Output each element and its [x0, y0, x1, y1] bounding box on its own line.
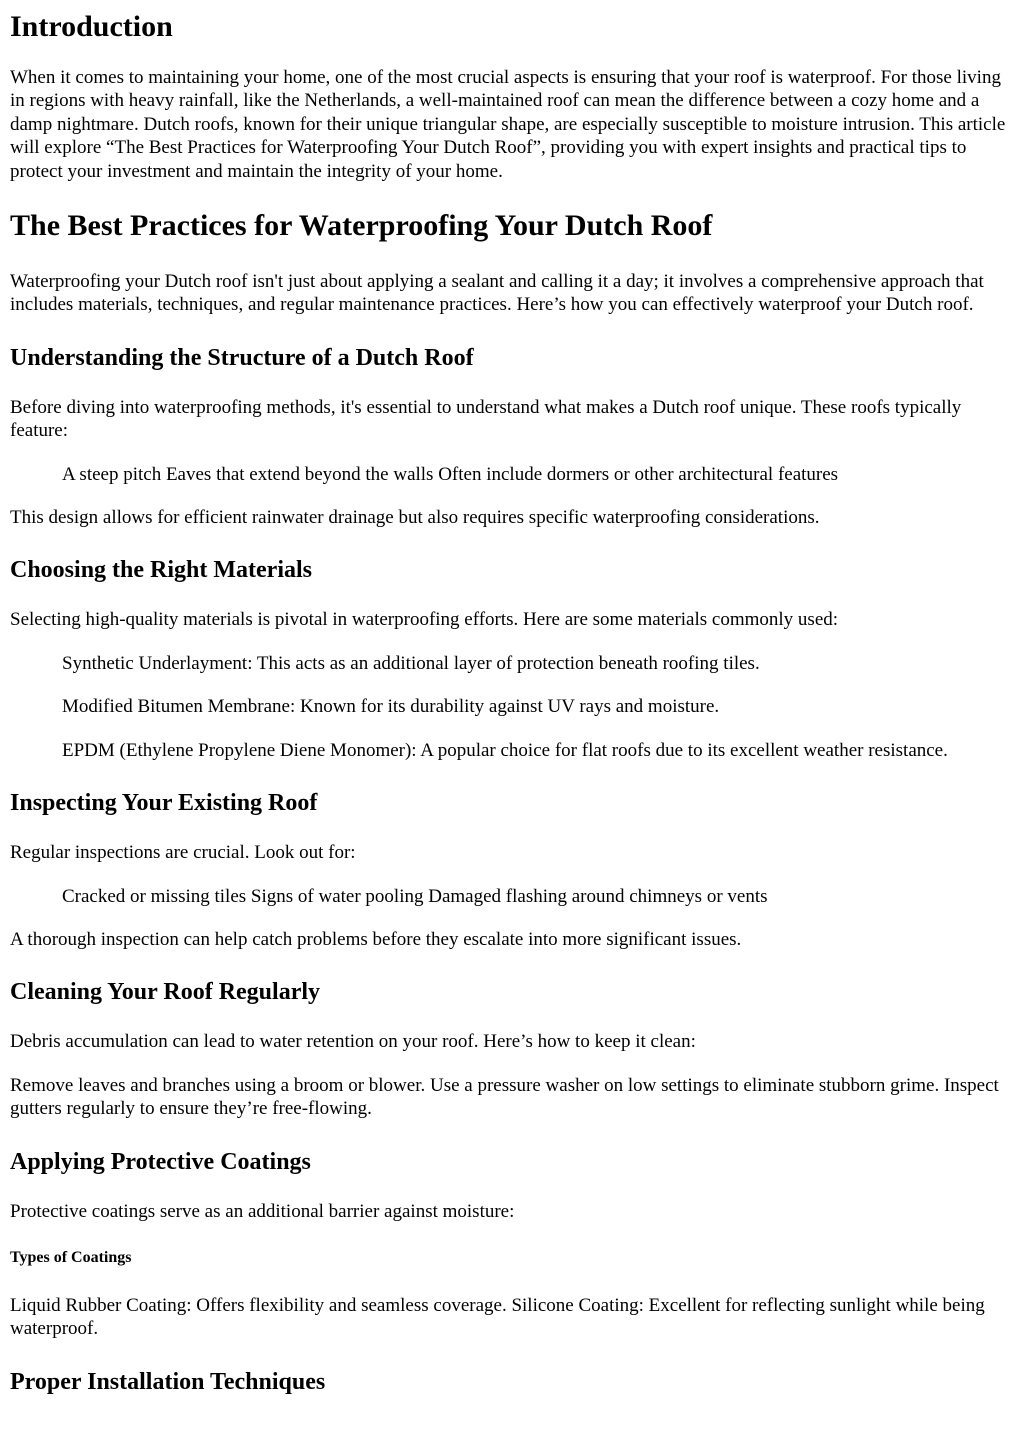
materials-paragraph: Selecting high-quality materials is pivotal in waterproofing efforts. Here are some materials commonly used:: [10, 609, 839, 631]
intro-paragraph: When it comes to maintaining your home, one of the most crucial aspects is ensuring that your roof is waterproof. For those living in regions with heavy rainfall, like the Netherlands, a well-maintained roof can mean the difference between a cozy home and a damp nightmare. Dutch roofs, known for their unique triangular shape, are especially susceptible to moisture intrusion. This article will explore “The Best Practices for Waterproofing Your Dutch Roof”, providing you with expert insights and practical tips to protect your investment and maintain the integrity of your home.: [10, 67, 1006, 182]
inspecting-closing: A thorough inspection can help catch problems before they escalate into more significant issues.: [10, 928, 742, 950]
materials-item: Modified Bitumen Membrane: Known for its durability against UV rays and moisture.: [62, 696, 720, 718]
structure-closing: This design allows for efficient rainwater drainage but also requires specific waterproofing considerations.: [10, 507, 820, 529]
coating-types-list: Liquid Rubber Coating: Offers flexibility and seamless coverage. Silicone Coating: Excellent for reflecting sunlight while being waterproof.: [10, 1294, 985, 1340]
coatings-paragraph: Protective coatings serve as an additional barrier against moisture:: [10, 1200, 515, 1222]
inspecting-heading: Inspecting Your Existing Roof: [10, 790, 318, 817]
inspecting-paragraph: Regular inspections are crucial. Look out for:: [10, 842, 356, 864]
materials-heading: Choosing the Right Materials: [10, 557, 312, 584]
inspecting-checklist: Cracked or missing tiles Signs of water pooling Damaged flashing around chimneys or vents: [62, 885, 768, 907]
cleaning-heading: Cleaning Your Roof Regularly: [10, 979, 321, 1006]
structure-feature-list: A steep pitch Eaves that extend beyond the walls Often include dormers or other architectural features: [62, 463, 839, 485]
best-practices-paragraph: Waterproofing your Dutch roof isn't just about applying a sealant and calling it a day; it involves a comprehensive approach that includes materials, techniques, and regular maintenance practices. Here’s how you can effectively waterproof your Dutch roof.: [10, 271, 984, 316]
materials-item: EPDM (Ethylene Propylene Diene Monomer): A popular choice for flat roofs due to its excellent weather resistance.: [62, 739, 948, 761]
coatings-heading: Applying Protective Coatings: [10, 1148, 311, 1175]
intro-heading: Introduction: [10, 10, 173, 43]
structure-heading: Understanding the Structure of a Dutch Roof: [10, 344, 474, 371]
materials-item: Synthetic Underlayment: This acts as an additional layer of protection beneath roofing tiles.: [62, 652, 760, 674]
cleaning-steps: Remove leaves and branches using a broom or blower. Use a pressure washer on low settings to eliminate stubborn grime. Inspect gutters regularly to ensure they’re free-flowing.: [10, 1074, 999, 1120]
structure-paragraph: Before diving into waterproofing methods, it's essential to understand what makes a Dutch roof unique. These roofs typically feature:: [10, 396, 962, 442]
coating-types-heading: Types of Coatings: [10, 1248, 132, 1266]
cleaning-paragraph: Debris accumulation can lead to water retention on your roof. Here’s how to keep it clean:: [10, 1031, 696, 1053]
installation-heading: Proper Installation Techniques: [10, 1368, 326, 1395]
best-practices-heading: The Best Practices for Waterproofing Your Dutch Roof: [10, 209, 713, 243]
article: [0, 10, 1024, 1396]
